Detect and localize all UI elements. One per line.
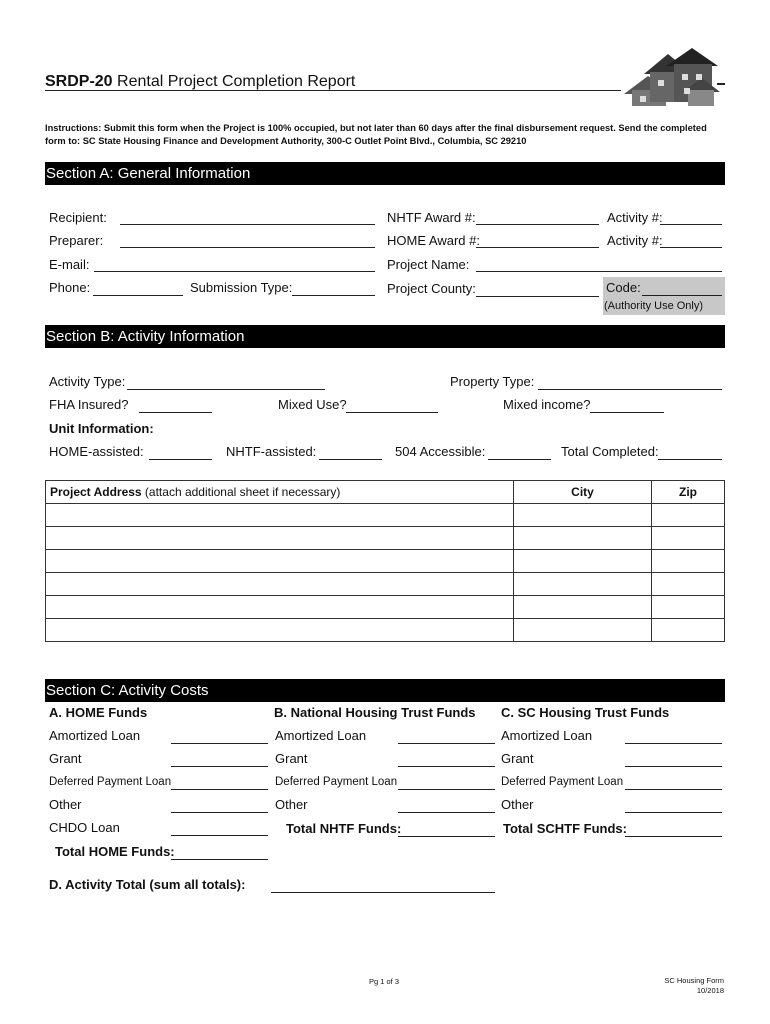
phone-label: Phone: [49, 280, 91, 295]
fha-insured-field[interactable] [139, 412, 212, 413]
mixed-use-label: Mixed Use? [278, 397, 347, 412]
city-column-header: City [514, 481, 652, 504]
home-award-field[interactable] [476, 247, 599, 248]
accessible-504-field[interactable] [488, 459, 551, 460]
schtf-amortized-label: Amortized Loan [501, 728, 593, 743]
page-number: Pg 1 of 3 [369, 977, 400, 986]
schtf-funds-header: C. SC Housing Trust Funds [501, 705, 670, 720]
form-name: SC Housing Form [664, 976, 724, 985]
total-completed-label: Total Completed: [561, 444, 659, 459]
total-completed-field[interactable] [658, 459, 722, 460]
form-date: 10/2018 [696, 986, 724, 995]
home-assisted-field[interactable] [149, 459, 212, 460]
nhtf-grant-label: Grant [275, 751, 308, 766]
home-assisted-label: HOME-assisted: [49, 444, 144, 459]
code-field[interactable] [642, 295, 722, 296]
nhtf-amortized-field[interactable] [398, 743, 495, 744]
home-grant-field[interactable] [171, 766, 268, 767]
email-field[interactable] [94, 271, 375, 272]
nhtf-deferred-label: Deferred Payment Loan [275, 776, 398, 788]
activity-2-label: Activity #: [607, 233, 663, 248]
city-cell[interactable] [514, 573, 652, 596]
project-county-field[interactable] [476, 296, 599, 297]
address-cell[interactable] [46, 527, 514, 550]
nhtf-amortized-label: Amortized Loan [275, 728, 367, 743]
home-other-label: Other [49, 797, 82, 812]
chdo-loan-field[interactable] [171, 835, 268, 836]
project-name-field[interactable] [476, 271, 722, 272]
schtf-grant-field[interactable] [625, 766, 722, 767]
city-cell[interactable] [514, 504, 652, 527]
table-row [46, 573, 725, 596]
table-row [46, 596, 725, 619]
address-cell[interactable] [46, 550, 514, 573]
section-c-header: Section C: Activity Costs [45, 679, 725, 702]
nhtf-assisted-field[interactable] [319, 459, 382, 460]
zip-cell[interactable] [652, 504, 725, 527]
nhtf-other-label: Other [275, 797, 308, 812]
table-header-row [46, 481, 725, 504]
activity-total-label: D. Activity Total (sum all totals): [49, 877, 246, 892]
nhtf-funds-header: B. National Housing Trust Funds [274, 705, 476, 720]
schtf-deferred-field[interactable] [625, 789, 722, 790]
schtf-other-field[interactable] [625, 812, 722, 813]
activity-type-field[interactable] [127, 389, 325, 390]
project-address-table [45, 480, 725, 642]
nhtf-assisted-label: NHTF-assisted: [226, 444, 317, 459]
zip-cell[interactable] [652, 596, 725, 619]
property-type-field[interactable] [538, 389, 722, 390]
form-code: SRDP-20 [45, 73, 113, 90]
accessible-504-label: 504 Accessible: [395, 444, 486, 459]
title-rule [45, 90, 621, 91]
nhtf-grant-field[interactable] [398, 766, 495, 767]
zip-cell[interactable] [652, 573, 725, 596]
section-b-header: Section B: Activity Information [45, 325, 725, 348]
address-column-header: Project Address (attach additional sheet if necessary) [46, 481, 514, 504]
table-row [46, 504, 725, 527]
total-home-label: Total HOME Funds: [55, 844, 175, 859]
activity-2-field[interactable] [660, 247, 722, 248]
schtf-deferred-label: Deferred Payment Loan [501, 776, 624, 788]
email-label: E-mail: [49, 257, 90, 272]
home-funds-header: A. HOME Funds [49, 705, 148, 720]
schtf-grant-label: Grant [501, 751, 534, 766]
city-cell[interactable] [514, 550, 652, 573]
authority-use-label: (Authority Use Only) [604, 300, 704, 312]
table-row [46, 527, 725, 550]
table-row [46, 619, 725, 642]
total-schtf-field[interactable] [625, 836, 722, 837]
schtf-amortized-field[interactable] [625, 743, 722, 744]
activity-1-field[interactable] [660, 224, 722, 225]
nhtf-other-field[interactable] [398, 812, 495, 813]
activity-type-label: Activity Type: [49, 374, 126, 389]
home-amortized-label: Amortized Loan [49, 728, 141, 743]
address-cell[interactable] [46, 596, 514, 619]
instructions: Instructions: Submit this form when the Project is 100% occupied, but not later than 60 days after the final disbursement request. Send the completed form to: SC State Housing Finance and Development Authority, 300-C Outlet Point Blvd., Columbia, SC 29210 [45, 123, 707, 146]
address-cell[interactable] [46, 573, 514, 596]
nhtf-deferred-field[interactable] [398, 789, 495, 790]
code-label: Code: [606, 280, 641, 295]
recipient-field[interactable] [120, 224, 375, 225]
form-title [45, 72, 355, 92]
total-schtf-label: Total SCHTF Funds: [503, 821, 627, 836]
zip-cell[interactable] [652, 527, 725, 550]
section-a-header: Section A: General Information [45, 162, 725, 185]
project-county-label: Project County: [387, 281, 476, 296]
address-cell[interactable] [46, 619, 514, 642]
home-deferred-field[interactable] [171, 789, 268, 790]
mixed-use-field[interactable] [346, 412, 438, 413]
chdo-loan-label: CHDO Loan [49, 820, 120, 835]
phone-field[interactable] [93, 295, 183, 296]
preparer-field[interactable] [120, 247, 375, 248]
zip-cell[interactable] [652, 550, 725, 573]
fha-insured-label: FHA Insured? [49, 397, 129, 412]
activity-1-label: Activity #: [607, 210, 663, 225]
recipient-label: Recipient: [49, 210, 107, 225]
submission-type-field[interactable] [292, 295, 375, 296]
city-cell[interactable] [514, 527, 652, 550]
total-home-field[interactable] [171, 859, 268, 860]
activity-total-field[interactable] [271, 892, 495, 893]
home-award-label: HOME Award #: [387, 233, 480, 248]
total-nhtf-field[interactable] [398, 836, 495, 837]
houses-logo-icon [622, 46, 720, 106]
home-deferred-label: Deferred Payment Loan [49, 776, 172, 788]
submission-type-label: Submission Type: [190, 280, 293, 295]
mixed-income-label: Mixed income? [503, 397, 591, 412]
city-cell[interactable] [514, 619, 652, 642]
total-nhtf-label: Total NHTF Funds: [286, 821, 402, 836]
property-type-label: Property Type: [450, 374, 535, 389]
home-grant-label: Grant [49, 751, 82, 766]
nhtf-award-label: NHTF Award #: [387, 210, 476, 225]
schtf-other-label: Other [501, 797, 534, 812]
table-row [46, 550, 725, 573]
form-title-text: Rental Project Completion Report [117, 73, 356, 90]
home-amortized-field[interactable] [171, 743, 268, 744]
address-cell[interactable] [46, 504, 514, 527]
zip-cell[interactable] [652, 619, 725, 642]
nhtf-award-field[interactable] [476, 224, 599, 225]
city-cell[interactable] [514, 596, 652, 619]
zip-column-header: Zip [652, 481, 725, 504]
preparer-label: Preparer: [49, 233, 104, 248]
unit-information-label: Unit Information: [49, 421, 154, 436]
home-other-field[interactable] [171, 812, 268, 813]
project-name-label: Project Name: [387, 257, 470, 272]
mixed-income-field[interactable] [590, 412, 664, 413]
